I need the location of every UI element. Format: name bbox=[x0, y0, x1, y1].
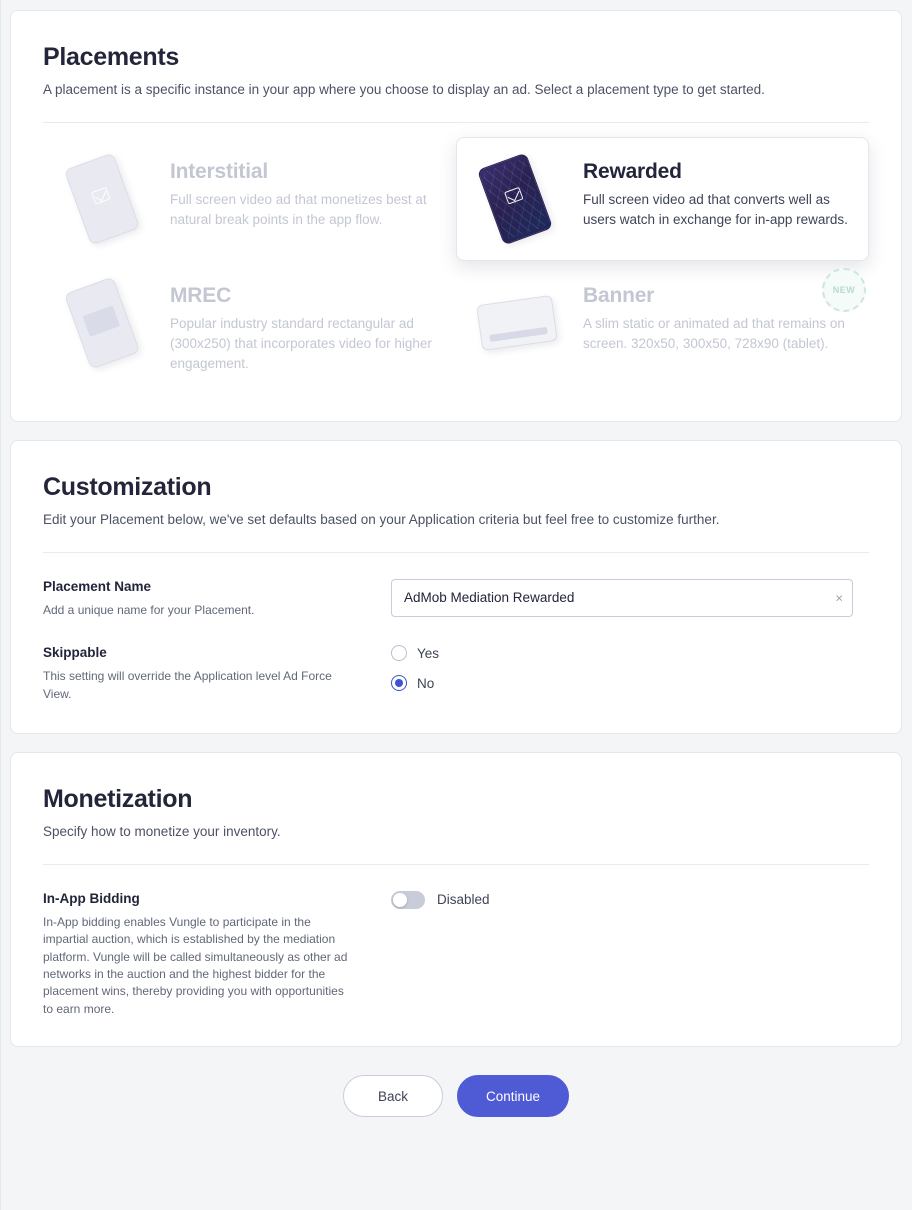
interstitial-title: Interstitial bbox=[170, 159, 268, 183]
back-button[interactable]: Back bbox=[343, 1075, 443, 1117]
in-app-bidding-help: In-App bidding enables Vungle to participate in the impartial auction, which is established by the mediation platform. Vungle will be called simultaneously as other ad networks in the auction and the highest bidder for the placement wins, thereby providing you with opportunities to earn more. bbox=[43, 914, 348, 1016]
toggle-knob bbox=[393, 893, 407, 907]
mrec-description: Popular industry standard rectangular ad (300x250) that incorporates video for higher engagement. bbox=[170, 315, 432, 372]
banner-description: A slim static or animated ad that remains on screen. 320x50, 300x50, 728x90 (tablet). bbox=[583, 315, 845, 351]
skippable-no-label: No bbox=[417, 675, 435, 691]
placements-divider bbox=[43, 122, 869, 123]
placement-name-label: Placement Name bbox=[43, 578, 152, 594]
monetization-subtitle: Specify how to monetize your inventory. bbox=[43, 824, 281, 840]
placements-subtitle: A placement is a specific instance in your app where you choose to display an ad. Select a placement type to get started. bbox=[43, 82, 765, 97]
placement-name-input-wrap bbox=[391, 579, 853, 617]
skippable-row bbox=[43, 645, 869, 705]
customization-card bbox=[10, 440, 902, 734]
radio-checked-icon[interactable] bbox=[391, 675, 407, 691]
banner-title: Banner bbox=[583, 283, 655, 307]
monetization-title: Monetization bbox=[43, 785, 193, 814]
rewarded-description: Full screen video ad that converts well as users watch in exchange for in-app rewards. bbox=[583, 191, 848, 227]
skippable-label: Skippable bbox=[43, 645, 107, 661]
skippable-labels bbox=[43, 645, 391, 703]
placement-option-interstitial[interactable] bbox=[43, 137, 456, 261]
placement-name-help: Add a unique name for your Placement. bbox=[43, 602, 255, 617]
placement-option-mrec[interactable] bbox=[43, 261, 456, 394]
in-app-bidding-toggle[interactable] bbox=[391, 891, 425, 909]
monetization-divider bbox=[43, 864, 869, 865]
mrec-title: MREC bbox=[170, 283, 232, 307]
phone-illustration-icon bbox=[476, 294, 558, 350]
banner-bar-icon bbox=[489, 326, 547, 341]
phone-illustration-icon bbox=[64, 276, 140, 369]
new-badge-icon: NEW bbox=[822, 268, 866, 312]
placement-name-input[interactable] bbox=[391, 579, 853, 617]
placements-card bbox=[10, 10, 902, 422]
customization-title: Customization bbox=[43, 473, 212, 502]
phone-illustration-icon bbox=[64, 152, 140, 245]
page-left-border bbox=[0, 0, 1, 1210]
interstitial-description: Full screen video ad that monetizes best at natural break points in the app flow. bbox=[170, 191, 427, 227]
skippable-options bbox=[391, 645, 869, 705]
continue-button[interactable]: Continue bbox=[457, 1075, 569, 1117]
in-app-bidding-toggle-row bbox=[391, 891, 869, 909]
mrec-thumbnail bbox=[60, 280, 156, 366]
radio-unchecked-icon[interactable] bbox=[391, 645, 407, 661]
banner-text bbox=[583, 280, 856, 355]
rewarded-title: Rewarded bbox=[583, 159, 682, 183]
placement-option-rewarded[interactable] bbox=[456, 137, 869, 261]
rewarded-text bbox=[583, 156, 848, 231]
placement-name-labels bbox=[43, 579, 391, 619]
phone-illustration-icon bbox=[477, 152, 553, 245]
in-app-bidding-label: In-App Bidding bbox=[43, 890, 140, 906]
clear-icon[interactable]: × bbox=[835, 590, 843, 606]
in-app-bidding-labels bbox=[43, 891, 391, 1018]
rewarded-thumbnail bbox=[473, 156, 569, 242]
mrec-rectangle-icon bbox=[83, 305, 121, 337]
monetization-card bbox=[10, 752, 902, 1047]
placements-title: Placements bbox=[43, 43, 179, 71]
skippable-option-yes[interactable] bbox=[391, 645, 869, 661]
in-app-bidding-field-col bbox=[391, 891, 869, 909]
customization-divider bbox=[43, 552, 869, 553]
wizard-footer bbox=[10, 1065, 902, 1145]
interstitial-text bbox=[170, 156, 435, 231]
skippable-yes-label: Yes bbox=[417, 645, 440, 661]
diamond-glyph-icon bbox=[91, 186, 110, 204]
placement-option-banner[interactable] bbox=[456, 261, 869, 394]
placement-type-grid bbox=[43, 137, 869, 394]
customization-subtitle: Edit your Placement below, we've set defaults based on your Application criteria but feel free to customize further. bbox=[43, 512, 720, 528]
mrec-text bbox=[170, 280, 435, 375]
in-app-bidding-row bbox=[43, 891, 869, 1018]
placement-name-field-col bbox=[391, 579, 869, 617]
placement-name-row bbox=[43, 579, 869, 619]
skippable-help: This setting will override the Application level Ad Force View. bbox=[43, 669, 332, 701]
interstitial-thumbnail bbox=[60, 156, 156, 242]
skippable-option-no[interactable] bbox=[391, 675, 869, 691]
in-app-bidding-state-label: Disabled bbox=[437, 892, 490, 908]
banner-thumbnail bbox=[473, 280, 569, 366]
